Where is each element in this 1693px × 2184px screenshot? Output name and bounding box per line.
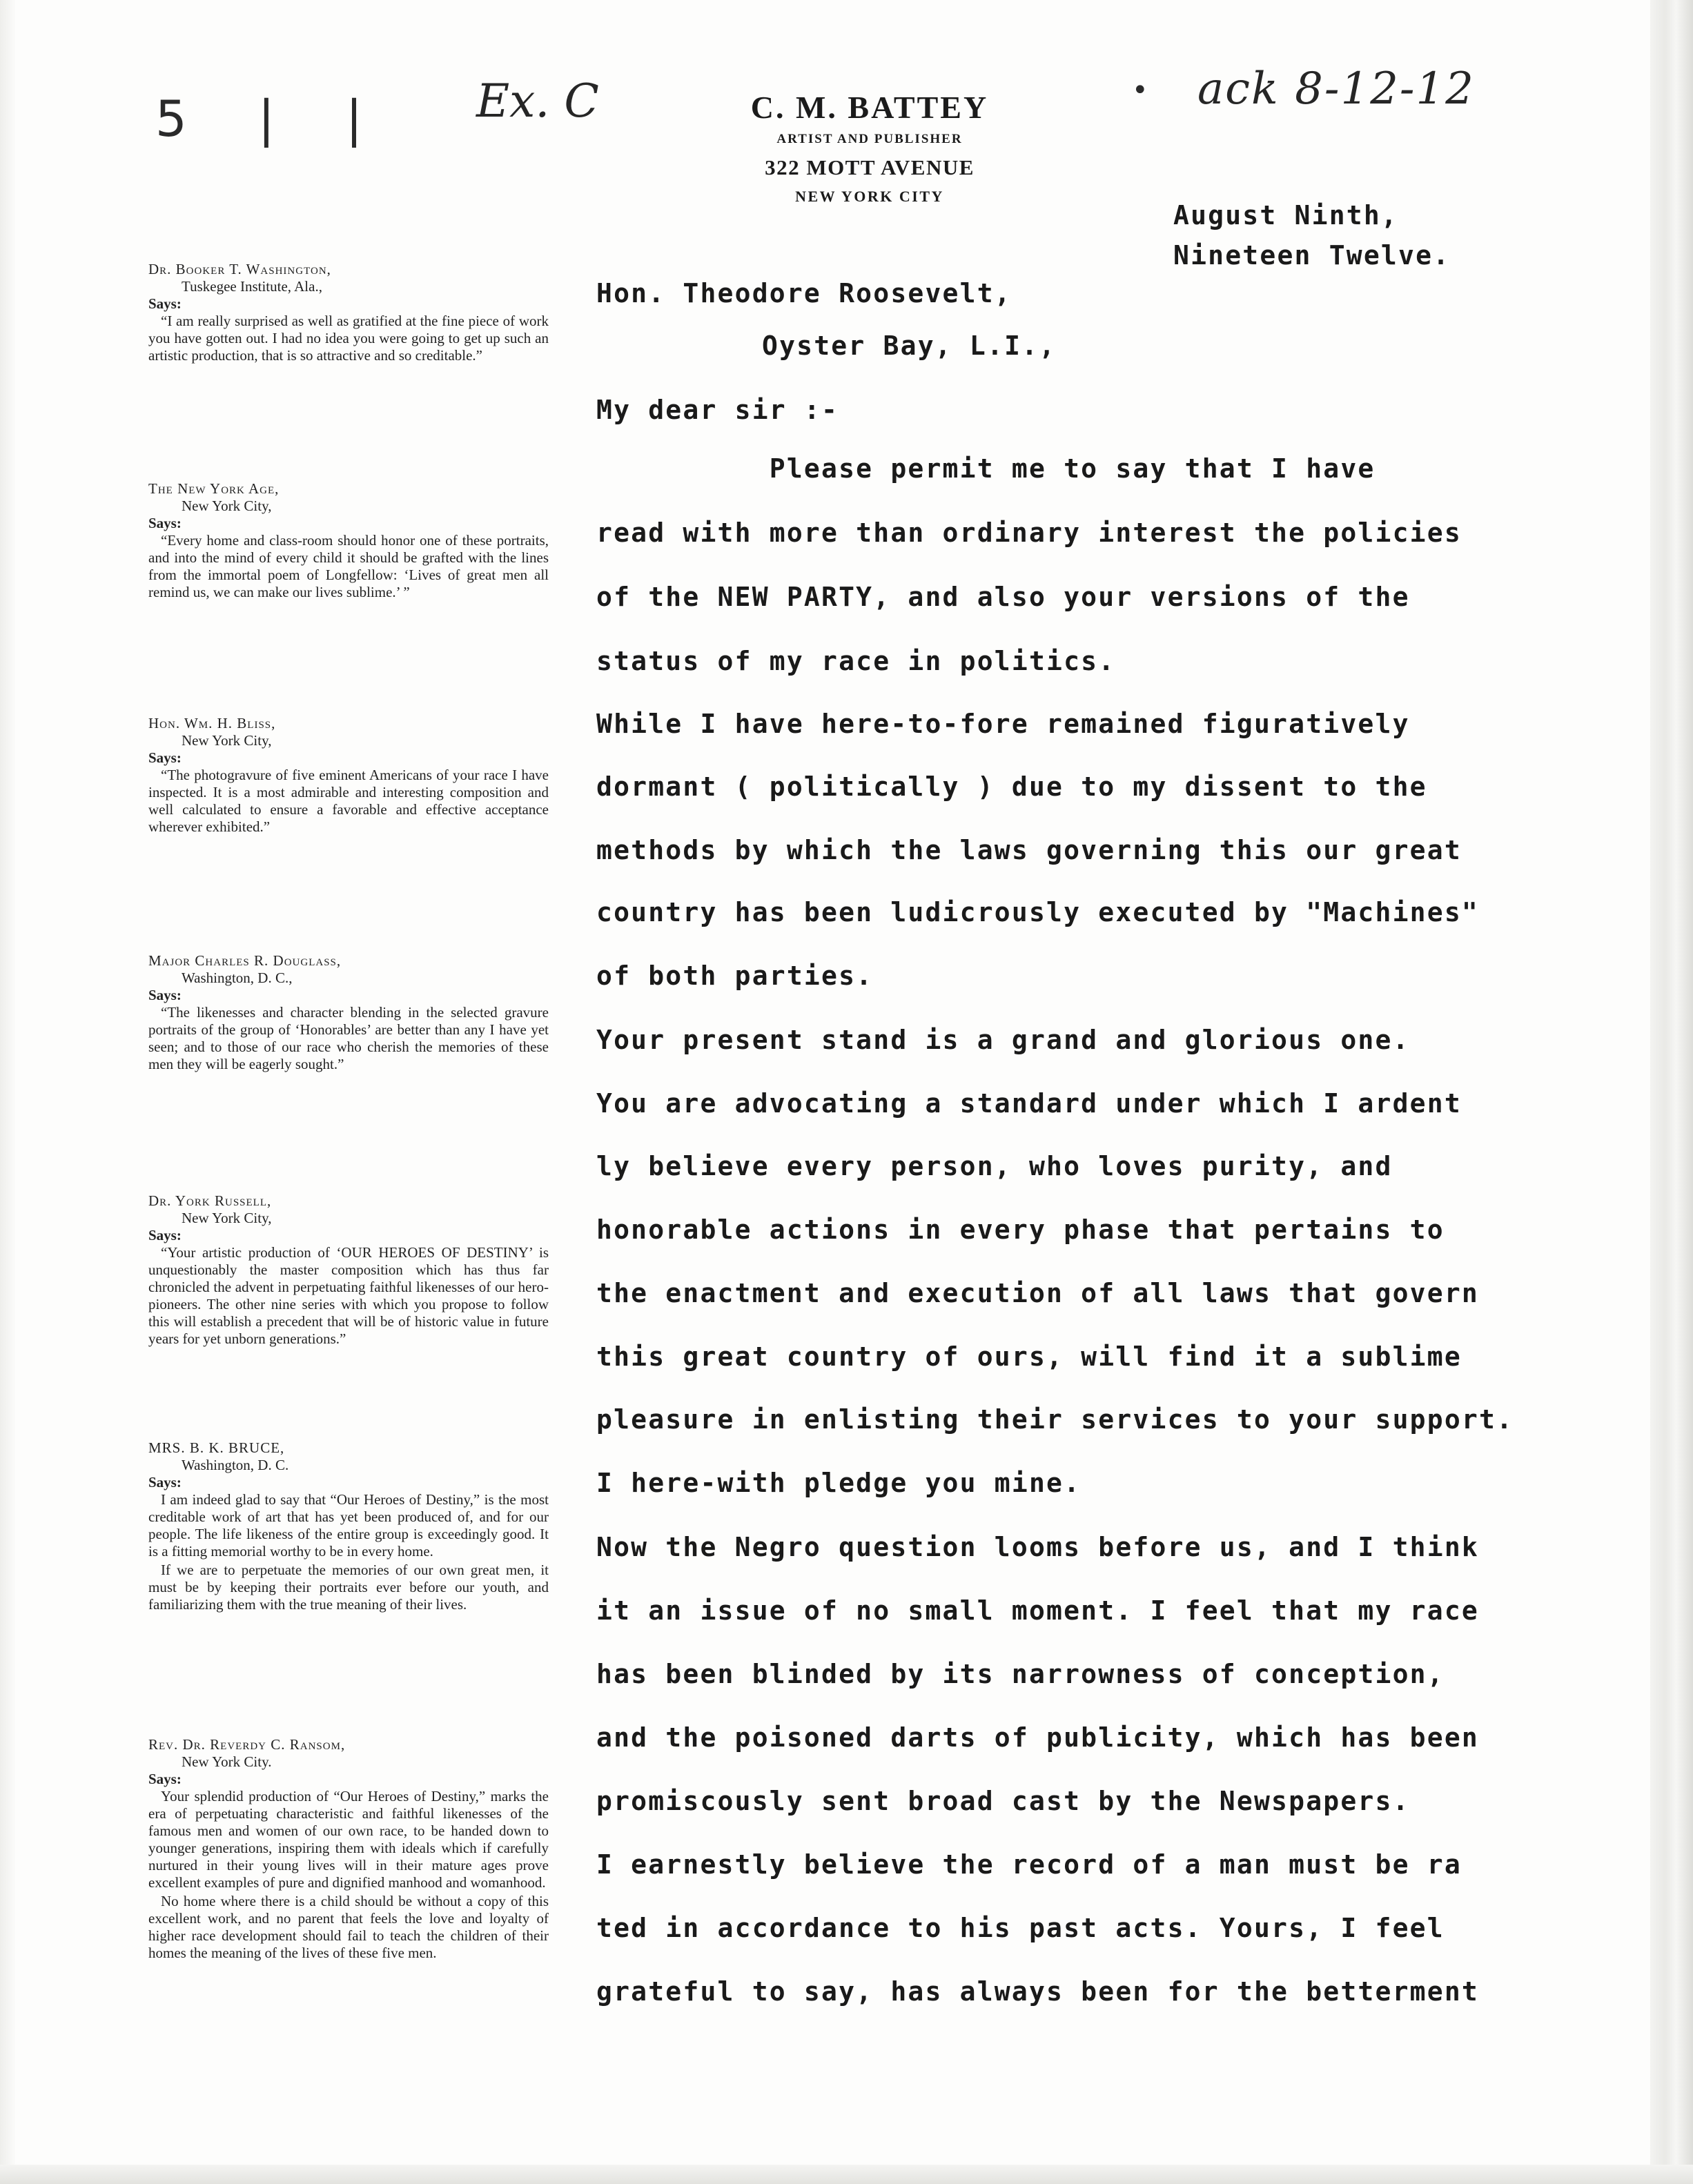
testimonial-name: Dr. York Russell, bbox=[148, 1192, 272, 1209]
testimonial-place: New York City, bbox=[182, 1210, 272, 1226]
testimonial-quote: If we are to perpetuate the memories of our own great men, it must be by keeping their portraits ever before our youth, and familiarizing them with the true meaning of their lives. bbox=[148, 1562, 549, 1613]
letter-body-line: and the poisoned darts of publicity, which has been bbox=[596, 1722, 1479, 1753]
letterhead-title: ARTIST AND PUBLISHER bbox=[776, 132, 963, 146]
testimonial-douglass bbox=[148, 952, 549, 1073]
testimonial-place: Tuskegee Institute, Ala., bbox=[182, 278, 322, 295]
letter-body-line: Your present stand is a grand and glorious one. bbox=[596, 1025, 1410, 1055]
letterhead bbox=[676, 88, 1063, 210]
testimonial-new-york-age bbox=[148, 480, 549, 601]
salutation: My dear sir :- bbox=[596, 395, 839, 425]
testimonial-name: Dr. Booker T. Washington, bbox=[148, 261, 331, 277]
testimonial-says: Says: bbox=[148, 1771, 182, 1787]
testimonial-place: New York City. bbox=[182, 1753, 272, 1770]
handwritten-initials: Ex. C bbox=[476, 75, 599, 128]
testimonial-name: MRS. B. K. BRUCE, bbox=[148, 1439, 285, 1456]
testimonial-says: Says: bbox=[148, 1227, 182, 1243]
testimonial-quote: “Your artistic production of ‘OUR HEROES OF DESTINY’ is unquestionably the master composition which has thus far chronicled the advent in perpetuating faithful likenesses of our hero-pioneers. The other nine series with which you propose to follow this will establish a precedent that will be of historic value in future years for yet unborn generations.” bbox=[148, 1244, 549, 1347]
letterhead-city: NEW YORK CITY bbox=[795, 188, 944, 205]
testimonial-quote: “The likenesses and character blending in the selected gravure portraits of the group of ‘Honorables’ are better than any I have yet seen; and to those of our race who cherish the memories of these men they will be eagerly sought.” bbox=[148, 1004, 549, 1072]
letter-body-line: of both parties. bbox=[596, 961, 874, 991]
letter-body-line: I here-with pledge you mine. bbox=[596, 1468, 1082, 1498]
testimonial-ransom bbox=[148, 1736, 549, 1962]
testimonial-quote: Your splendid production of “Our Heroes of Destiny,” marks the era of perpetuating characteristic and faithful likenesses of the famous men and women of our own race, to be handed down to younger generations, inspiring them with ideals which if carefully nurtured in their young lives will in their mature ages prove excellent examples of pure and dignified manhood and womanhood. bbox=[148, 1788, 549, 1891]
letter-body-line: Now the Negro question looms before us, and I think bbox=[596, 1532, 1479, 1562]
testimonial-bruce bbox=[148, 1439, 549, 1613]
letter-body-line: promiscously sent broad cast by the Newspapers. bbox=[596, 1786, 1410, 1816]
letter-body-line: Please permit me to say that I have bbox=[596, 453, 1376, 484]
handwritten-dot: • bbox=[1132, 75, 1148, 106]
addressee-line-2: Oyster Bay, L.I., bbox=[762, 331, 1057, 361]
letter-body-line: dormant ( politically ) due to my dissent to the bbox=[596, 771, 1427, 802]
testimonial-place: New York City, bbox=[182, 732, 272, 749]
testimonial-name: Rev. Dr. Reverdy C. Ransom, bbox=[148, 1736, 346, 1753]
testimonial-says: Says: bbox=[148, 1474, 182, 1491]
testimonial-name: Hon. Wm. H. Bliss, bbox=[148, 715, 276, 731]
testimonial-place: Washington, D. C. bbox=[182, 1457, 289, 1473]
letter-body-line: grateful to say, has always been for the betterment bbox=[596, 1976, 1479, 2007]
letter-body-line: read with more than ordinary interest the policies bbox=[596, 518, 1462, 548]
letter-body-line: I earnestly believe the record of a man must be ra bbox=[596, 1849, 1462, 1880]
testimonial-quote: “The photogravure of five eminent Americans of your race I have inspected. It is a most admirable and interesting composition and well calculated to ensure a favorable and effective acceptance wherever exhibited.” bbox=[148, 767, 549, 835]
letter-body-line: status of my race in politics. bbox=[596, 646, 1116, 676]
letter-body-line: ted in accordance to his past acts. Yours, I feel bbox=[596, 1913, 1445, 1943]
letterhead-street: 322 MOTT AVENUE bbox=[765, 155, 975, 179]
letterhead-name: C. M. BATTEY bbox=[750, 90, 989, 125]
testimonial-quote: “I am really surprised as well as gratified at the fine piece of work you have gotten out. I had no idea you were going to get up such an artistic production, that is so attractive and so creditable.” bbox=[148, 313, 549, 364]
letter-body-line: ly believe every person, who loves purity, and bbox=[596, 1151, 1393, 1181]
letter-body-line: pleasure in enlisting their services to your support. bbox=[596, 1404, 1514, 1435]
letter-body-line: of the NEW PARTY, and also your versions of the bbox=[596, 582, 1410, 612]
testimonial-place: New York City, bbox=[182, 498, 272, 514]
handwritten-tally-marks: 5 | | bbox=[155, 90, 391, 148]
letter-body-line: this great country of ours, will find it a sublime bbox=[596, 1341, 1462, 1372]
letter-body-line: methods by which the laws governing this our great bbox=[596, 835, 1462, 865]
testimonial-washington bbox=[148, 261, 549, 364]
testimonial-place: Washington, D. C., bbox=[182, 970, 293, 986]
testimonial-russell bbox=[148, 1192, 549, 1348]
testimonial-name: Major Charles R. Douglass, bbox=[148, 952, 342, 969]
letter-body-line: honorable actions in every phase that pertains to bbox=[596, 1214, 1445, 1245]
testimonial-bliss bbox=[148, 715, 549, 836]
letter-body-line: You are advocating a standard under which I ardent bbox=[596, 1088, 1462, 1119]
date-line-1: August Ninth, bbox=[1173, 200, 1399, 230]
addressee-line-1: Hon. Theodore Roosevelt, bbox=[596, 278, 1012, 308]
date-line-2: Nineteen Twelve. bbox=[1173, 240, 1451, 270]
letter-body-line: While I have here-to-fore remained figuratively bbox=[596, 709, 1410, 739]
letter-body-line: the enactment and execution of all laws that govern bbox=[596, 1278, 1479, 1308]
testimonial-quote: “Every home and class-room should honor one of these portraits, and into the mind of every child it should be grafted with the lines from the immortal poem of Longfellow: ‘Lives of great men all remind us, we can make our lives sublime.’ ” bbox=[148, 532, 549, 600]
letter-body-line: it an issue of no small moment. I feel that my race bbox=[596, 1595, 1479, 1626]
testimonial-quote: I am indeed glad to say that “Our Heroes of Destiny,” is the most creditable work of art that has yet been produced of, and for our people. The life likeness of the entire group is exceedingly good. It is a fitting memorial worthy to be in every home. bbox=[148, 1491, 549, 1560]
letter-body-line: country has been ludicrously executed by "Machines" bbox=[596, 897, 1479, 927]
testimonial-quote: No home where there is a child should be without a copy of this excellent work, and no parent that feels the love and loyalty of higher race development should fail to teach the children of their homes the meaning of the lives of these five men. bbox=[148, 1893, 549, 1961]
testimonial-says: Says: bbox=[148, 987, 182, 1003]
testimonial-name: The New York Age, bbox=[148, 480, 280, 497]
testimonial-says: Says: bbox=[148, 749, 182, 766]
letter-date bbox=[1173, 195, 1450, 275]
letter-body-line: has been blinded by its narrowness of conception, bbox=[596, 1659, 1445, 1689]
handwritten-acknowledgement-date: ack 8-12-12 bbox=[1197, 63, 1475, 115]
testimonial-says: Says: bbox=[148, 295, 182, 312]
testimonial-says: Says: bbox=[148, 515, 182, 531]
